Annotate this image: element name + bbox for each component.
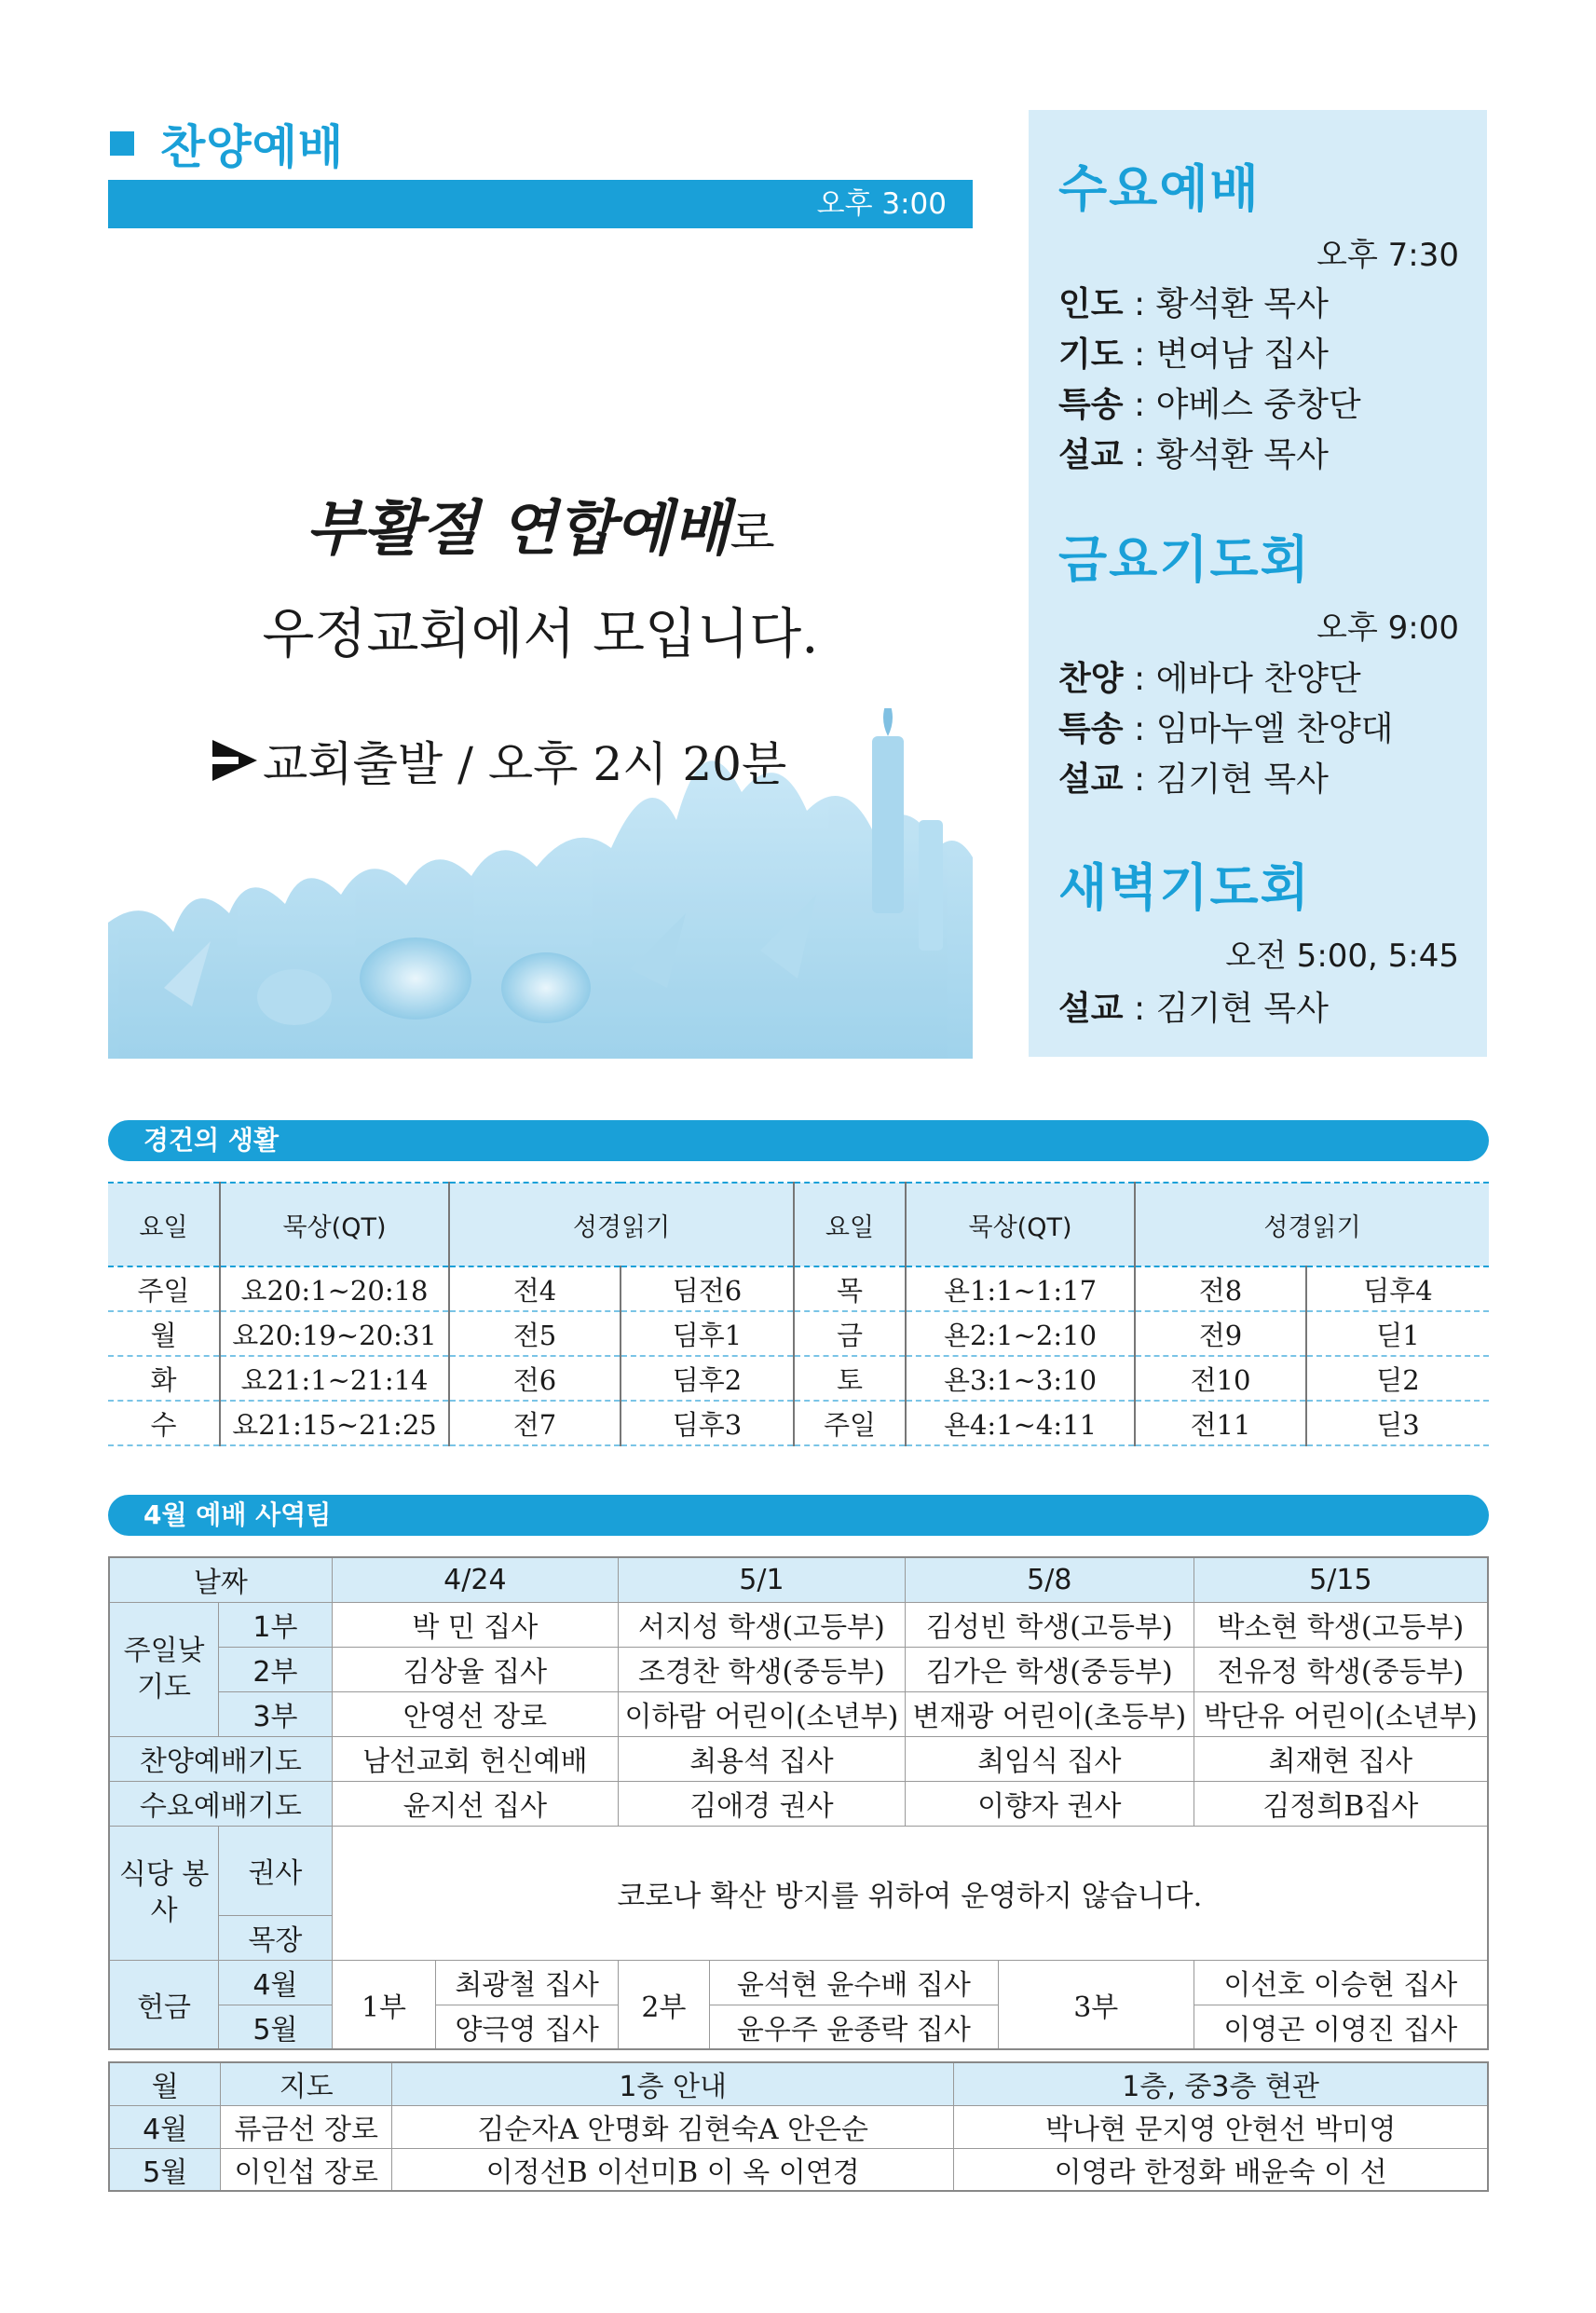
cell: 딛1 <box>1306 1311 1489 1356</box>
cell: 욘3:1~3:10 <box>906 1356 1135 1401</box>
cell: 변재광 어린이(초등부) <box>905 1691 1194 1736</box>
table-row <box>109 1691 1488 1736</box>
table-row <box>109 2105 1488 2148</box>
message-suffix: 로 <box>730 506 775 560</box>
sunday-prayer-label: 주일낮 기도 <box>109 1602 219 1736</box>
cell: 딤전6 <box>621 1266 794 1311</box>
cell: 딤후3 <box>621 1401 794 1445</box>
table-row <box>108 1401 1489 1445</box>
header-leader: 지도 <box>221 2062 392 2105</box>
table-row <box>108 1266 1489 1311</box>
message-line-1 <box>108 485 973 578</box>
cell: 박단유 어린이(소년부) <box>1194 1691 1488 1736</box>
dawn-row: 설교 : 김기현 목사 <box>1058 990 1329 1028</box>
cafeteria-note: 코로나 확산 방지를 위하여 운영하지 않습니다. <box>332 1826 1488 1960</box>
wednesday-service-title: 수요예배 <box>1058 159 1261 218</box>
table-row <box>109 1960 1488 2005</box>
table-row <box>108 1311 1489 1356</box>
wednesday-service-time: 오후 7:30 <box>1316 237 1459 274</box>
role-label: 권사 <box>219 1826 333 1915</box>
table-row <box>109 1557 1488 1602</box>
header-floor1: 1층 안내 <box>392 2062 954 2105</box>
cell: 딛2 <box>1306 1356 1489 1401</box>
cell: 금 <box>794 1311 906 1356</box>
date-header: 5/1 <box>618 1557 905 1602</box>
cell: 최재현 집사 <box>1194 1736 1488 1781</box>
cell: 딤후1 <box>621 1311 794 1356</box>
table-row <box>109 1736 1488 1781</box>
cell: 최광철 집사 <box>436 1960 619 2005</box>
part-label: 3부 <box>219 1691 333 1736</box>
cell: 요20:1~20:18 <box>220 1266 449 1311</box>
cell: 주일 <box>794 1401 906 1445</box>
table-row <box>109 1826 1488 1915</box>
offering-part: 3부 <box>998 1960 1194 2049</box>
header-qt: 묵상(QT) <box>906 1183 1135 1266</box>
ministry-band: 4월 예배 사역팀 <box>108 1495 1489 1536</box>
header-reading: 성경읽기 <box>449 1183 794 1266</box>
cell: 김순자A 안명화 김현숙A 안은순 <box>392 2105 954 2148</box>
cell: 양극영 집사 <box>436 2005 619 2049</box>
cell: 이정선B 이선미B 이 옥 이연경 <box>392 2148 954 2191</box>
wednesday-row: 특송 : 야베스 중창단 <box>1058 386 1361 424</box>
devotion-band: 경건의 생활 <box>108 1120 1489 1161</box>
date-header: 5/15 <box>1194 1557 1488 1602</box>
part-label: 1부 <box>219 1602 333 1647</box>
offering-part: 2부 <box>618 1960 709 2049</box>
cell: 전8 <box>1135 1266 1306 1311</box>
cell: 김상율 집사 <box>332 1647 618 1691</box>
praise-service-title: 찬양예배 <box>160 120 345 174</box>
cell: 전10 <box>1135 1356 1306 1401</box>
table-row <box>109 1602 1488 1647</box>
cell: 서지성 학생(고등부) <box>618 1602 905 1647</box>
devotion-table <box>108 1182 1489 1446</box>
weekday-services-panel <box>1029 110 1487 1057</box>
cafeteria-label: 식당 봉사 <box>109 1826 219 1960</box>
cell: 이하람 어린이(소년부) <box>618 1691 905 1736</box>
header-day: 요일 <box>108 1183 220 1266</box>
cell: 전11 <box>1135 1401 1306 1445</box>
table-row <box>109 2062 1488 2105</box>
table-row <box>109 2148 1488 2191</box>
dawn-service-title: 새벽기도회 <box>1058 858 1311 917</box>
friday-service-title: 금요기도회 <box>1058 530 1311 589</box>
cell: 최임식 집사 <box>905 1736 1194 1781</box>
cell: 토 <box>794 1356 906 1401</box>
friday-service-time: 오후 9:00 <box>1316 609 1459 647</box>
easter-message <box>108 485 973 678</box>
month-cell: 5월 <box>109 2148 221 2191</box>
cell: 전5 <box>449 1311 621 1356</box>
cell: 월 <box>108 1311 220 1356</box>
cell: 화 <box>108 1356 220 1401</box>
table-row <box>108 1356 1489 1401</box>
praise-prayer-label: 찬양예배기도 <box>109 1736 332 1781</box>
month-label: 5월 <box>219 2005 333 2049</box>
cell: 윤석현 윤수배 집사 <box>709 1960 998 2005</box>
role-label: 목장 <box>219 1915 333 1960</box>
cell: 욘2:1~2:10 <box>906 1311 1135 1356</box>
cell: 욘4:1~4:11 <box>906 1401 1135 1445</box>
cell: 주일 <box>108 1266 220 1311</box>
cell: 요20:19~20:31 <box>220 1311 449 1356</box>
praise-service-time: 오후 3:00 <box>108 180 973 228</box>
cell: 요21:15~21:25 <box>220 1401 449 1445</box>
praise-service-heading <box>110 110 344 177</box>
cell: 전9 <box>1135 1311 1306 1356</box>
date-label: 날짜 <box>109 1557 332 1602</box>
cell: 딤후2 <box>621 1356 794 1401</box>
table-row <box>109 2005 1488 2049</box>
cell: 안영선 장로 <box>332 1691 618 1736</box>
message-strong: 부활절 연합예배 <box>306 495 730 564</box>
table-row <box>109 1647 1488 1691</box>
cell: 남선교회 헌신예배 <box>332 1736 618 1781</box>
arrow-right-icon <box>212 740 257 781</box>
friday-row: 설교 : 김기현 목사 <box>1058 760 1329 799</box>
date-header: 4/24 <box>332 1557 618 1602</box>
cell: 전6 <box>449 1356 621 1401</box>
cell: 김가은 학생(중등부) <box>905 1647 1194 1691</box>
cell: 박나현 문지영 안현선 박미영 <box>954 2105 1488 2148</box>
cell: 이선호 이승현 집사 <box>1194 1960 1488 2005</box>
cell: 조경찬 학생(중등부) <box>618 1647 905 1691</box>
header-entrance: 1층, 중3층 현관 <box>954 2062 1488 2105</box>
header-month: 월 <box>109 2062 221 2105</box>
cell: 이인섭 장로 <box>221 2148 392 2191</box>
cell: 이향자 권사 <box>905 1781 1194 1826</box>
cell: 전4 <box>449 1266 621 1311</box>
devotion-header-row <box>108 1183 1489 1266</box>
header-day: 요일 <box>794 1183 906 1266</box>
part-label: 2부 <box>219 1647 333 1691</box>
cell: 딛3 <box>1306 1401 1489 1445</box>
guide-table <box>108 2061 1489 2192</box>
offering-label: 헌금 <box>109 1960 219 2049</box>
cell: 요21:1~21:14 <box>220 1356 449 1401</box>
cell: 김정희B집사 <box>1194 1781 1488 1826</box>
cell: 박소현 학생(고등부) <box>1194 1602 1488 1647</box>
square-bullet-icon <box>110 131 134 156</box>
cell: 목 <box>794 1266 906 1311</box>
cell: 최용석 집사 <box>618 1736 905 1781</box>
friday-row: 특송 : 임마누엘 찬양대 <box>1058 710 1394 748</box>
ministry-table <box>108 1556 1489 2050</box>
departure-info <box>212 727 786 794</box>
header-reading: 성경읽기 <box>1135 1183 1489 1266</box>
cell: 전유정 학생(중등부) <box>1194 1647 1488 1691</box>
cell: 이영라 한정화 배윤숙 이 선 <box>954 2148 1488 2191</box>
wed-prayer-label: 수요예배기도 <box>109 1781 332 1826</box>
month-label: 4월 <box>219 1960 333 2005</box>
cell: 김성빈 학생(고등부) <box>905 1602 1194 1647</box>
dawn-service-time: 오전 5:00, 5:45 <box>1225 938 1459 975</box>
cell: 김애경 권사 <box>618 1781 905 1826</box>
departure-text: 교회출발 / 오후 2시 20분 <box>263 737 787 791</box>
table-row <box>109 1781 1488 1826</box>
cell: 윤우주 윤종락 집사 <box>709 2005 998 2049</box>
date-header: 5/8 <box>905 1557 1194 1602</box>
cell: 수 <box>108 1401 220 1445</box>
header-qt: 묵상(QT) <box>220 1183 449 1266</box>
wednesday-row: 기도 : 변여남 집사 <box>1058 335 1329 374</box>
cell: 딤후4 <box>1306 1266 1489 1311</box>
friday-row: 찬양 : 에바다 찬양단 <box>1058 660 1361 698</box>
cell: 전7 <box>449 1401 621 1445</box>
message-line-2: 우정교회에서 모입니다. <box>262 602 819 665</box>
wednesday-row: 인도 : 황석환 목사 <box>1058 285 1329 323</box>
wednesday-row: 설교 : 황석환 목사 <box>1058 436 1329 474</box>
offering-part: 1부 <box>332 1960 436 2049</box>
cell: 이영곤 이영진 집사 <box>1194 2005 1488 2049</box>
month-cell: 4월 <box>109 2105 221 2148</box>
cell: 욘1:1~1:17 <box>906 1266 1135 1311</box>
cell: 류금선 장로 <box>221 2105 392 2148</box>
cell: 박 민 집사 <box>332 1602 618 1647</box>
cell: 윤지선 집사 <box>332 1781 618 1826</box>
